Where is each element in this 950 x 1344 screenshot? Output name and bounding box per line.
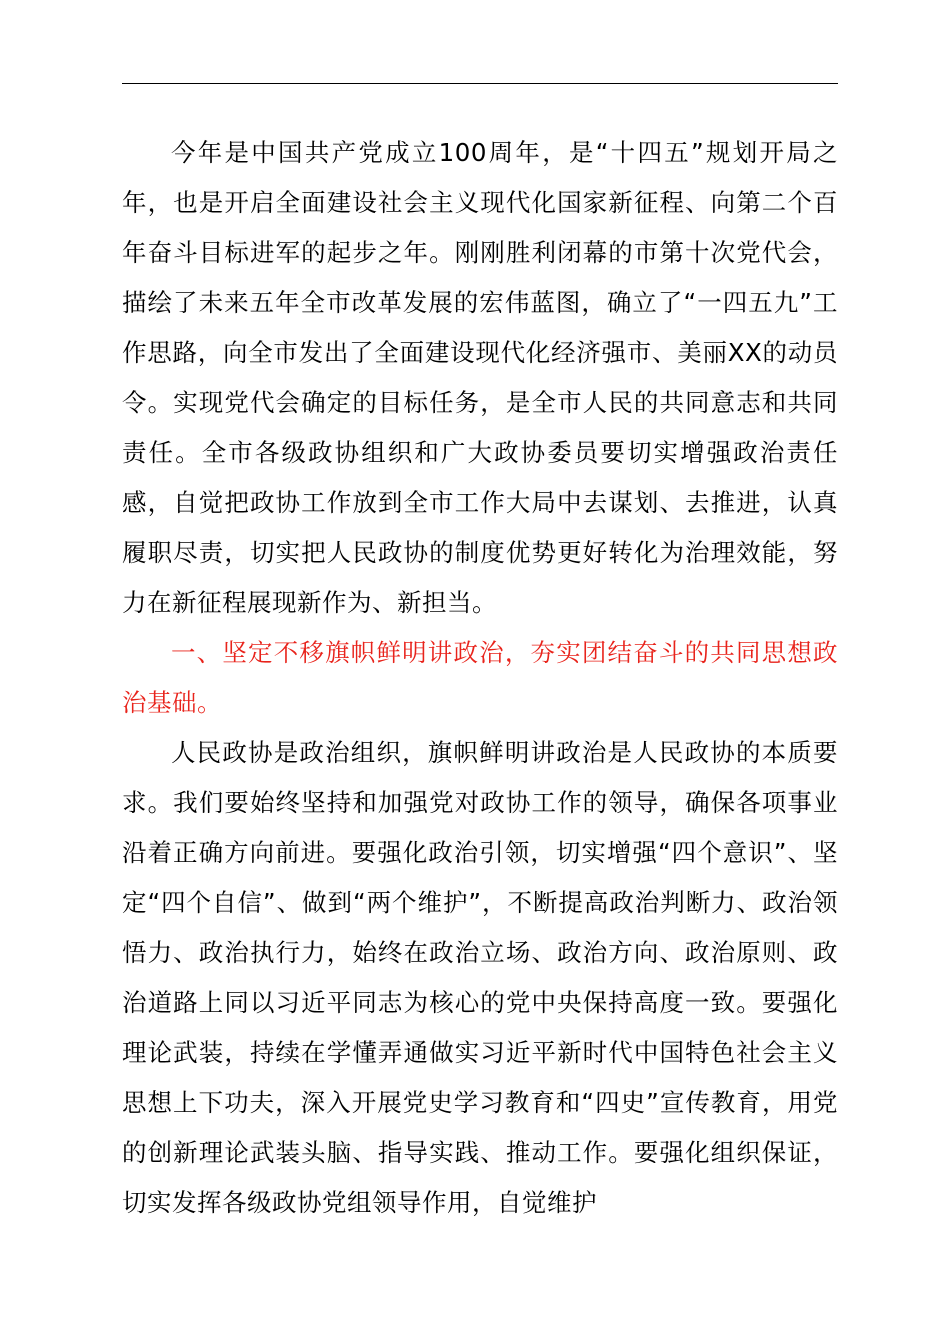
paragraph-section-1: 人民政协是政治组织，旗帜鲜明讲政治是人民政协的本质要求。我们要始终坚持和加强党对政协工作的领导，确保各项事业沿着正确方向前进。要强化政治引领，切实增强“四个意识”、坚定“四个自信”、做到“两个维护”，不断提高政治判断力、政治领悟力、政治执行力，始终在政治立场、政治方向、政治原则、政治道路上同以习近平同志为核心的党中央保持高度一致。要强化理论武装，持续在学懂弄通做实习近平新时代中国特色社会主义思想上下功夫，深入开展党史学习教育和“四史”宣传教育，用党的创新理论武装头脑、指导实践、推动工作。要强化组织保证，切实发挥各级政协党组领导作用，自觉维护 <box>122 738 838 1217</box>
header-rule <box>122 83 838 84</box>
document-body <box>122 128 838 1228</box>
section-heading-1: 一、坚定不移旗帜鲜明讲政治，夯实团结奋斗的共同思想政治基础。 <box>122 638 838 717</box>
paragraph-intro: 今年是中国共产党成立100周年，是“十四五”规划开局之年，也是开启全面建设社会主义现代化国家新征程、向第二个百年奋斗目标进军的起步之年。刚刚胜利闭幕的市第十次党代会，描绘了未来五年全市改革发展的宏伟蓝图，确立了“一四五九”工作思路，向全市发出了全面建设现代化经济强市、美丽XX的动员令。实现党代会确定的目标任务，是全市人民的共同意志和共同责任。全市各级政协组织和广大政协委员要切实增强政治责任感，自觉把政协工作放到全市工作大局中去谋划、去推进，认真履职尽责，切实把人民政协的制度优势更好转化为治理效能，努力在新征程展现新作为、新担当。 <box>122 138 838 617</box>
